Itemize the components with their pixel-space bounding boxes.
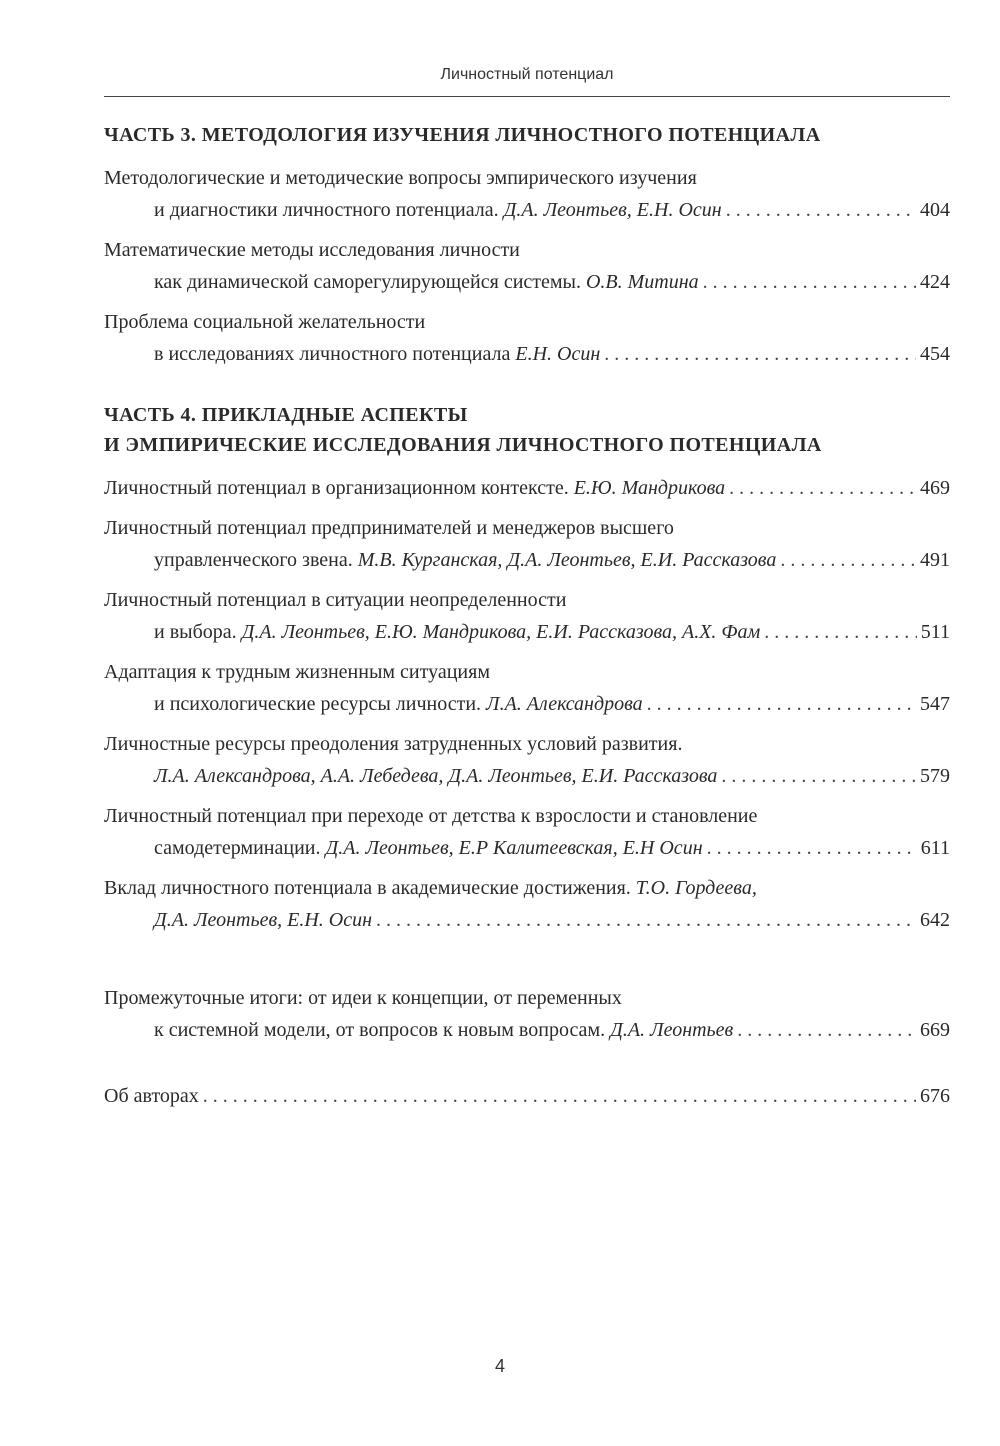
entry-authors: Д.А. Леонтьев, Е.Р Калитеевская, Е.Н Осин	[325, 837, 703, 859]
toc-entry[interactable]	[104, 872, 950, 936]
dot-leader	[729, 472, 916, 504]
dot-leader	[647, 688, 916, 720]
page-number: 642	[920, 909, 950, 931]
entry-authors: Д.А. Леонтьев	[610, 1019, 734, 1041]
entry-title-line2: к системной модели, от вопросов к новым вопросам.	[154, 1019, 606, 1041]
dot-leader	[703, 266, 916, 298]
entry-title-line1: Личностный потенциал предпринимателей и менеджеров высшего	[104, 517, 674, 539]
entry-title-line2: и диагностики личностного потенциала.	[154, 199, 499, 221]
toc-entry[interactable]	[104, 800, 950, 864]
toc-entry[interactable]	[104, 584, 950, 648]
toc-entry[interactable]	[104, 162, 950, 226]
entry-authors: Л.А. Александрова, А.А. Лебедева, Д.А. Леонтьев, Е.И. Рассказова	[154, 765, 718, 787]
dot-leader	[376, 904, 916, 936]
entry-title-line1: Личностный потенциал при переходе от детства к взрослости и становление	[104, 805, 758, 827]
entry-title-line2: и психологические ресурсы личности.	[154, 693, 482, 715]
entry-title-line1: Личностные ресурсы преодоления затрудненных условий развития.	[104, 733, 683, 755]
entry-title-line1: Вклад личностного потенциала в академические достижения.	[104, 877, 631, 899]
entry-title-line1: Методологические и методические вопросы эмпирического изучения	[104, 167, 697, 189]
page-number: 469	[920, 477, 950, 499]
entry-title: Об авторах	[104, 1085, 199, 1107]
page-number: 547	[920, 693, 950, 715]
part4-heading	[104, 400, 950, 460]
entry-title-line2: и выбора.	[154, 621, 237, 643]
dot-leader	[726, 194, 916, 226]
part3-heading: ЧАСТЬ 3. МЕТОДОЛОГИЯ ИЗУЧЕНИЯ ЛИЧНОСТНОГО ПОТЕНЦИАЛА	[104, 124, 821, 146]
page-number: 511	[920, 621, 950, 643]
entry-title-line1: Математические методы исследования личности	[104, 239, 520, 261]
page-number: 579	[920, 765, 950, 787]
header-rule	[104, 96, 950, 97]
page-folio: 4	[494, 1356, 505, 1376]
part4-heading-line1: ЧАСТЬ 4. ПРИКЛАДНЫЕ АСПЕКТЫ	[104, 404, 468, 426]
entry-title-line1: Личностный потенциал в ситуации неопределенности	[104, 589, 567, 611]
dot-leader	[707, 832, 917, 864]
running-header: Личностный потенциал	[440, 66, 614, 83]
toc-entry[interactable]	[104, 472, 950, 504]
dot-leader	[721, 760, 916, 792]
page-number: 404	[920, 199, 950, 221]
page-number: 454	[920, 343, 950, 365]
entry-authors: Е.Ю. Мандрикова	[573, 477, 726, 499]
toc-entry[interactable]	[104, 656, 950, 720]
toc-entry-closing[interactable]	[104, 982, 950, 1046]
toc-entry[interactable]	[104, 306, 950, 370]
page-number: 611	[920, 837, 950, 859]
entry-title-line2: в исследованиях личностного потенциала	[154, 343, 511, 365]
toc-entry[interactable]	[104, 512, 950, 576]
entry-authors: Д.А. Леонтьев, Е.Ю. Мандрикова, Е.И. Рассказова, А.Х. Фам	[241, 621, 761, 643]
entry-title-line2: как динамической саморегулирующейся системы.	[154, 271, 581, 293]
entry-title: Личностный потенциал в организационном контексте.	[104, 477, 569, 499]
dot-leader	[737, 1014, 916, 1046]
dot-leader	[604, 338, 916, 370]
dot-leader	[203, 1080, 916, 1112]
entry-authors: Д.А. Леонтьев, Е.Н. Осин	[154, 909, 373, 931]
entry-title-line1: Промежуточные итоги: от идеи к концепции, от переменных	[104, 987, 622, 1009]
entry-authors: О.В. Митина	[585, 271, 699, 293]
entry-authors-line1: Т.О. Гордеева,	[635, 877, 757, 899]
entry-authors: М.В. Курганская, Д.А. Леонтьев, Е.И. Рассказова	[357, 549, 777, 571]
page-number: 491	[920, 549, 950, 571]
entry-title-line2: самодетерминации.	[154, 837, 321, 859]
table-of-contents	[104, 120, 950, 1120]
entry-title-line2: управленческого звена.	[154, 549, 353, 571]
entry-authors: Л.А. Александрова	[486, 693, 643, 715]
dot-leader	[780, 544, 916, 576]
entry-title-line1: Адаптация к трудным жизненным ситуациям	[104, 661, 490, 683]
page-number: 669	[920, 1019, 950, 1041]
part4-heading-line2: И ЭМПИРИЧЕСКИЕ ИССЛЕДОВАНИЯ ЛИЧНОСТНОГО ПОТЕНЦИАЛА	[104, 434, 822, 456]
toc-entry[interactable]	[104, 728, 950, 792]
page-number: 424	[920, 271, 950, 293]
dot-leader	[764, 616, 916, 648]
entry-authors: Д.А. Леонтьев, Е.Н. Осин	[503, 199, 722, 221]
toc-entry[interactable]	[104, 234, 950, 298]
entry-title-line1: Проблема социальной желательности	[104, 311, 426, 333]
page-number: 676	[920, 1085, 950, 1107]
entry-authors: Е.Н. Осин	[515, 343, 601, 365]
toc-entry-about-authors[interactable]	[104, 1080, 950, 1112]
